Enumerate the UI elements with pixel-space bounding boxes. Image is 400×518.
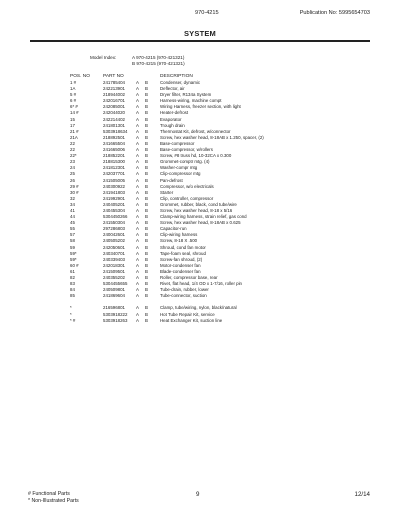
model-a-flag: A <box>136 238 139 244</box>
model-b-flag: B <box>145 122 148 128</box>
model-b-flag: B <box>145 268 148 274</box>
model-a-flag: A <box>136 275 139 280</box>
model-a-flag: A <box>136 159 139 165</box>
part-number: 218815300 <box>103 159 125 165</box>
functional-parts-note: # Functional Parts <box>28 491 70 497</box>
part-number: 5303918263 <box>103 317 128 323</box>
model-b-flag: B <box>145 183 148 189</box>
part-description: Motor-condenser fan <box>160 262 201 268</box>
part-description: Starter <box>160 189 174 195</box>
model-b-flag: B <box>145 104 148 110</box>
model-index <box>90 55 185 67</box>
model-b-flag: B <box>145 86 148 92</box>
part-pos: 22* <box>70 153 77 159</box>
model-a-flag: A <box>136 220 139 226</box>
model-b-flag: B <box>145 287 148 293</box>
part-number: 240355202 <box>103 275 125 280</box>
part-number: 242213901 <box>103 86 125 92</box>
model-b-flag: B <box>145 311 148 317</box>
part-pos: 44 <box>70 214 75 220</box>
part-pos: 21A <box>70 134 78 140</box>
part-pos: 57 <box>70 232 75 238</box>
parts-list <box>70 80 390 324</box>
part-description: Pan-defrost <box>160 177 183 183</box>
part-pos: 34 <box>70 201 75 207</box>
model-a-flag: A <box>136 305 139 311</box>
part-number: 242085001 <box>103 104 125 110</box>
part-pos: 5 # <box>70 92 77 98</box>
part-description: Evaporator <box>160 116 182 122</box>
model-a-flag: A <box>136 177 139 183</box>
part-description: Clamp-wiring harness, strain relief, gas cond <box>160 214 247 220</box>
model-b-flag: B <box>145 214 148 220</box>
part-description: Screw, hex washer head, 8-18 x 5/16 <box>160 207 233 213</box>
part-pos: 23 <box>70 159 75 165</box>
model-b-flag: B <box>145 207 148 213</box>
model-b-flag: B <box>145 220 148 226</box>
part-number: 5303918634 <box>103 128 128 134</box>
part-description: Clip-wiring harness <box>160 232 198 238</box>
part-number: 242037701 <box>103 171 125 177</box>
model-a-flag: A <box>136 128 139 134</box>
part-pos: 14 # <box>70 110 79 116</box>
part-pos: 6* # <box>70 104 78 110</box>
model-b-flag: B <box>145 275 148 280</box>
part-number: 241785404 <box>103 80 125 85</box>
model-b-flag: B <box>145 116 148 122</box>
part-number: 218944002 <box>103 92 125 98</box>
model-a-flag: A <box>136 317 139 323</box>
model-index-line: B 970-4215 (970-421321) <box>132 61 185 66</box>
part-pos: * # <box>70 317 76 323</box>
part-pos: 17 <box>70 122 75 128</box>
model-a-flag: A <box>136 80 139 85</box>
part-pos: 15 <box>70 116 75 122</box>
model-b-flag: B <box>145 171 148 177</box>
part-description: Rivet, flat head, 1/4 OD x 1-7/16, roller pin <box>160 281 242 287</box>
part-description: Blade-condenser fan <box>160 268 201 274</box>
col-part-header: PART NO <box>103 74 124 79</box>
part-pos: * <box>70 305 72 311</box>
part-description: Clip, controller, compressor <box>160 195 214 201</box>
model-index-label: Model Index: <box>90 55 117 60</box>
part-number: 241505005 <box>103 177 125 183</box>
model-b-flag: B <box>145 153 148 159</box>
part-pos: 45 <box>70 220 75 226</box>
part-pos: 59 <box>70 244 75 250</box>
model-a-flag: A <box>136 244 139 250</box>
model-a-flag: A <box>136 195 139 201</box>
model-a-flag: A <box>136 207 139 213</box>
part-pos: 83 <box>70 281 75 287</box>
part-number: 240042601 <box>103 232 125 238</box>
model-a-flag: A <box>136 92 139 98</box>
part-description: Base-compressor <box>160 140 195 146</box>
part-description: Grommet-comptr mtg. (4) <box>160 159 210 165</box>
part-pos: * <box>70 311 72 317</box>
model-b-flag: B <box>145 165 148 171</box>
part-pos: 29 # <box>70 183 79 189</box>
part-number: 241665504 <box>103 140 125 146</box>
model-b-flag: B <box>145 305 148 311</box>
part-number: 5304450266 <box>103 214 128 220</box>
model-b-flag: B <box>145 195 148 201</box>
model-a-flag: A <box>136 165 139 171</box>
part-description: Thermostat Kit, defrost, w/connector <box>160 128 231 134</box>
part-description: Harness-wiring, machine compt <box>160 98 222 104</box>
part-pos: 1A <box>70 86 76 92</box>
part-description: Roller, compressor base, rear <box>160 275 218 280</box>
model-a-flag: A <box>136 287 139 293</box>
model-b-flag: B <box>145 98 148 104</box>
part-pos: 21 # <box>70 128 79 134</box>
non-illustrated-note: * Non-Illustrated Parts <box>28 497 79 504</box>
part-number: 240339403 <box>103 256 125 262</box>
model-b-flag: B <box>145 201 148 207</box>
part-pos: 85 <box>70 293 75 299</box>
part-pos: 55 <box>70 226 75 232</box>
part-description: Hot Tube Repair Kit, service <box>160 311 215 317</box>
part-number: 241801301 <box>103 122 125 128</box>
model-b-flag: B <box>145 159 148 165</box>
model-b-flag: B <box>145 147 148 153</box>
revision-date: 12/14 <box>354 491 370 498</box>
model-a-flag: A <box>136 110 139 116</box>
model-b-flag: B <box>145 244 148 250</box>
part-number: 241509501 <box>103 268 125 274</box>
part-number: 240300922 <box>103 183 125 189</box>
part-description: Deflector, air <box>160 86 185 92</box>
title-divider <box>30 40 370 42</box>
model-a-flag: A <box>136 116 139 122</box>
part-number: 241550304 <box>103 220 125 226</box>
model-index-line: A 970-4215 (970-421321) <box>132 55 185 60</box>
model-b-flag: B <box>145 92 148 98</box>
model-a-flag: A <box>136 232 139 238</box>
model-b-flag: B <box>145 128 148 134</box>
part-number: 240509801 <box>103 287 125 293</box>
model-a-flag: A <box>136 262 139 268</box>
model-b-flag: B <box>145 232 148 238</box>
part-number: 5303918222 <box>103 311 128 317</box>
part-pos: 1 # <box>70 80 77 85</box>
part-number: 241812301 <box>103 165 125 171</box>
model-a-flag: A <box>136 147 139 153</box>
column-headers <box>70 74 390 79</box>
part-number: 240505202 <box>103 238 125 244</box>
page-number: 9 <box>196 491 200 498</box>
model-a-flag: A <box>136 98 139 104</box>
model-a-flag: A <box>136 140 139 146</box>
part-description: Shroud, cond fan motor <box>160 244 206 250</box>
model-b-flag: B <box>145 134 148 140</box>
model-a-flag: A <box>136 86 139 92</box>
part-description: Capacitor-run <box>160 226 187 232</box>
model-b-flag: B <box>145 189 148 195</box>
col-desc-header: DESCRIPTION <box>160 74 193 79</box>
model-a-flag: A <box>136 281 139 287</box>
footer-notes <box>28 491 79 504</box>
model-b-flag: B <box>145 281 148 287</box>
part-row <box>70 318 390 324</box>
part-description: Trough drain <box>160 122 185 128</box>
col-pos-header: POS. NO <box>70 74 90 79</box>
part-description: Screw, hex washer head, 8-18AB x 0.625 <box>160 220 241 226</box>
part-description: Screw, 8-18 X .500 <box>160 238 198 244</box>
part-pos: 26 <box>70 177 75 183</box>
part-description: Heat Exchanger Kit, suction line <box>160 317 223 323</box>
part-number: 218852201 <box>103 153 125 159</box>
model-b-flag: B <box>145 262 148 268</box>
part-number: 216596801 <box>103 305 125 311</box>
model-b-flag: B <box>145 293 148 299</box>
part-description: Grommet, rubber, black, cond tube/wire <box>160 201 237 207</box>
part-number: 242050601 <box>103 244 125 250</box>
part-number: 241869604 <box>103 293 125 299</box>
model-b-flag: B <box>145 317 148 323</box>
part-number: 240340701 <box>103 250 125 256</box>
part-pos: 61 <box>70 268 75 274</box>
part-description: Tape-foam seal, shroud <box>160 250 206 256</box>
part-pos: 58 <box>70 238 75 244</box>
model-b-flag: B <box>145 140 148 146</box>
part-pos: 82 <box>70 275 75 280</box>
model-a-flag: A <box>136 171 139 177</box>
part-description: Tube-connector, suction <box>160 293 207 299</box>
part-pos: 30 # <box>70 189 79 195</box>
model-a-flag: A <box>136 226 139 232</box>
part-pos: 59* <box>70 250 77 256</box>
part-pos: 22 <box>70 140 75 146</box>
model-a-flag: A <box>136 256 139 262</box>
model-b-flag: B <box>145 177 148 183</box>
part-description: Heater-defrost <box>160 110 189 116</box>
part-pos: 60 # <box>70 262 79 268</box>
part-pos: 84 <box>70 287 75 293</box>
model-b-flag: B <box>145 80 148 85</box>
part-description: Clip-compressor mtg <box>160 171 201 177</box>
part-number: 241665006 <box>103 147 125 153</box>
model-a-flag: A <box>136 183 139 189</box>
part-number: 218892501 <box>103 134 125 140</box>
part-description: Washer-compr mtg <box>160 165 198 171</box>
model-a-flag: A <box>136 268 139 274</box>
model-b-flag: B <box>145 256 148 262</box>
part-number: 242016701 <box>103 98 125 104</box>
model-b-flag: B <box>145 110 148 116</box>
model-b-flag: B <box>145 250 148 256</box>
model-a-flag: A <box>136 122 139 128</box>
model-a-flag: A <box>136 201 139 207</box>
part-description: Condenser, dynamic <box>160 80 201 85</box>
model-b-flag: B <box>145 238 148 244</box>
part-description: Tube-drain, rubber, lower <box>160 287 209 293</box>
model-b-flag: B <box>145 226 148 232</box>
part-number: 242044020 <box>103 110 125 116</box>
part-number: 240455304 <box>103 207 125 213</box>
part-number: 242214402 <box>103 116 125 122</box>
part-description: Compressor, w/o electricals <box>160 183 214 189</box>
part-number: 241992901 <box>103 195 125 201</box>
part-description: Dryer filter, R134a System <box>160 92 212 98</box>
section-title: SYSTEM <box>183 29 217 38</box>
part-pos: 59* <box>70 256 77 262</box>
model-a-flag: A <box>136 104 139 110</box>
model-a-flag: A <box>136 134 139 140</box>
part-description: Screw-fan shroud, (2) <box>160 256 203 262</box>
part-description: Wiring Harness, freezer section, with light <box>160 104 241 110</box>
model-number: 970-4215 <box>195 10 219 16</box>
part-number: 297286803 <box>103 226 125 232</box>
part-pos: 41 <box>70 207 75 213</box>
part-number: 5304455655 <box>103 281 128 287</box>
model-a-flag: A <box>136 153 139 159</box>
publication-number: Publication No: 5995654703 <box>299 10 370 16</box>
part-pos: 6 # <box>70 98 77 104</box>
part-number: 240405201 <box>103 201 125 207</box>
model-a-flag: A <box>136 311 139 317</box>
part-description: Screw, hex washer head, 8-18AB x 1.250, spacer, (2) <box>160 134 264 140</box>
part-pos: 22 <box>70 147 75 153</box>
part-pos: 24 <box>70 165 75 171</box>
model-a-flag: A <box>136 250 139 256</box>
part-pos: 25 <box>70 171 75 177</box>
part-description: Clamp, tube/wiring, nylon, black/natural <box>160 305 237 311</box>
part-description: Screw, #8 truss hd, 10-32CA x 0.300 <box>160 153 232 159</box>
model-a-flag: A <box>136 189 139 195</box>
part-number: 242018301 <box>103 262 125 268</box>
part-description: Base-compressor, w/rollers <box>160 147 213 153</box>
model-a-flag: A <box>136 293 139 299</box>
part-number: 241941803 <box>103 189 125 195</box>
part-pos: 32 <box>70 195 75 201</box>
model-a-flag: A <box>136 214 139 220</box>
